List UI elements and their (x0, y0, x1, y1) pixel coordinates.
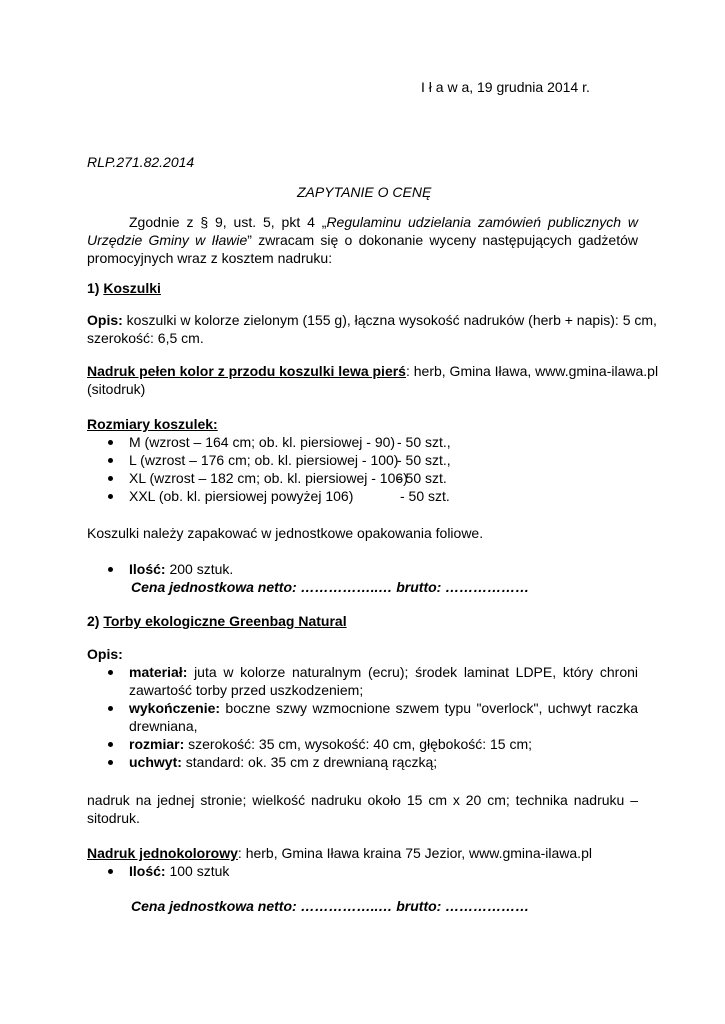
section-2-price-line: Cena jednostkowa netto: ……………..… brutto: ……………… (131, 898, 530, 914)
section-1-quantity (129, 560, 233, 578)
place-date: I ł a w a, 19 grudnia 2014 r. (421, 79, 590, 95)
qty-value: 200 sztuk. (165, 561, 234, 577)
intro-text-cont: ” zwracam się o dokonanie wyceny następujących gadżetów (247, 232, 639, 248)
packing-note: Koszulki należy zapakować w jednostkowe opakowania foliowe. (87, 525, 484, 541)
size-qty: - 50 szt. (400, 488, 450, 504)
spec-line (129, 699, 638, 717)
regulation-title-cont: Urzędzie Gminy w Iławie (87, 232, 248, 248)
spec-text: szerokość: 35 cm, wysokość: 40 cm, głębokość: 15 cm; (184, 736, 533, 752)
bullet-icon (108, 869, 113, 874)
print-label: Nadruk pełen kolor z przodu koszulki lewa pierś (87, 363, 406, 379)
qty-label: Ilość: (129, 561, 166, 577)
section-number: 1) (87, 280, 104, 296)
size-qty: - 50 szt. (397, 470, 447, 486)
bullet-icon (108, 476, 113, 481)
section-2-heading (87, 612, 347, 630)
section-1-heading (87, 279, 161, 297)
qty-label: Ilość: (129, 863, 166, 879)
print-label: Nadruk jednokolorowy (87, 845, 238, 861)
spec-text-cont: drewniana, (129, 718, 198, 734)
spec-line (129, 753, 437, 771)
spec-label: rozmiar: (129, 736, 185, 752)
print-text: : herb, Gmina Iława kraina 75 Jezior, www.gmina-ilawa.pl (237, 845, 592, 861)
size-qty: - 50 szt., (397, 434, 451, 450)
print-text: : herb, Gmina Iława, www.gmina-ilawa.pl (405, 363, 659, 379)
section-2-quantity (129, 862, 229, 880)
bullet-icon (108, 458, 113, 463)
intro-text: Zgodnie z § 9, ust. 5, pkt 4 „ (129, 214, 327, 230)
spec-label: materiał: (129, 664, 188, 680)
spec-text: boczne szwy wzmocnione szwem typu "overlock", uchwyt raczka (220, 700, 638, 716)
section-1-print-line-2: (sitodruk) (87, 381, 146, 397)
spec-line (129, 735, 532, 753)
size-qty: - 50 szt., (397, 452, 451, 468)
section-2-print-line (87, 844, 592, 862)
spec-text: standard: ok. 35 cm z drewnianą rączką; (181, 754, 438, 770)
spec-text: juta w kolorze naturalnym (ecru); środek laminat LDPE, który chroni (187, 664, 638, 680)
section-number: 2) (87, 613, 104, 629)
section-1-opis-line-1 (87, 311, 657, 329)
qty-value: 100 sztuk (165, 863, 230, 879)
section-2-opis-label: Opis: (87, 646, 123, 662)
intro-line-1 (87, 213, 638, 231)
document-title: ZAPYTANIE O CENĘ (297, 184, 432, 200)
intro-line-3: promocyjnych wraz z kosztem nadruku: (87, 250, 333, 266)
section-1-opis-line-2: szerokość: 6,5 cm. (87, 330, 204, 346)
regulation-title: Regulaminu udzielania zamówień publicznych w (326, 214, 638, 230)
size-label: M (wzrost – 164 cm; ob. kl. piersiowej - 90) (129, 434, 396, 450)
bullet-icon (108, 567, 113, 572)
bullet-icon (108, 670, 113, 675)
section-title: Koszulki (103, 280, 161, 296)
bullet-icon (108, 706, 113, 711)
opis-label: Opis: (87, 312, 123, 328)
spec-text-cont: zawartość torby przed uszkodzeniem; (129, 682, 364, 698)
spec-label: uchwyt: (129, 754, 182, 770)
bullet-icon (108, 742, 113, 747)
size-label: XL (wzrost – 182 cm; ob. kl. piersiowej - 106) (129, 470, 408, 486)
bullet-icon (108, 760, 113, 765)
size-label: XXL (ob. kl. piersiowej powyżej 106) (129, 488, 354, 504)
bullet-icon (108, 440, 113, 445)
sizes-heading: Rozmiary koszulek: (87, 416, 218, 432)
bullet-icon (108, 494, 113, 499)
spec-label: wykończenie: (129, 700, 221, 716)
section-1-print-line (87, 362, 658, 380)
intro-line-2 (87, 231, 638, 249)
section-title: Torby ekologiczne Greenbag Natural (103, 613, 347, 629)
section-1-price-line: Cena jednostkowa netto: ……………..… brutto: ……………… (131, 579, 530, 595)
opis-text: koszulki w kolorze zielonym (155 g), łączna wysokość nadruków (herb + napis): 5 cm, (122, 312, 657, 328)
print-note-line-2: sitodruk. (87, 810, 140, 826)
reference-number: RLP.271.82.2014 (87, 154, 195, 170)
spec-line (129, 663, 638, 681)
size-label: L (wzrost – 176 cm; ob. kl. piersiowej - 100) (129, 452, 399, 468)
print-note-line-1: nadruk na jednej stronie; wielkość nadruku około 15 cm x 20 cm; technika nadruku – (87, 792, 638, 808)
